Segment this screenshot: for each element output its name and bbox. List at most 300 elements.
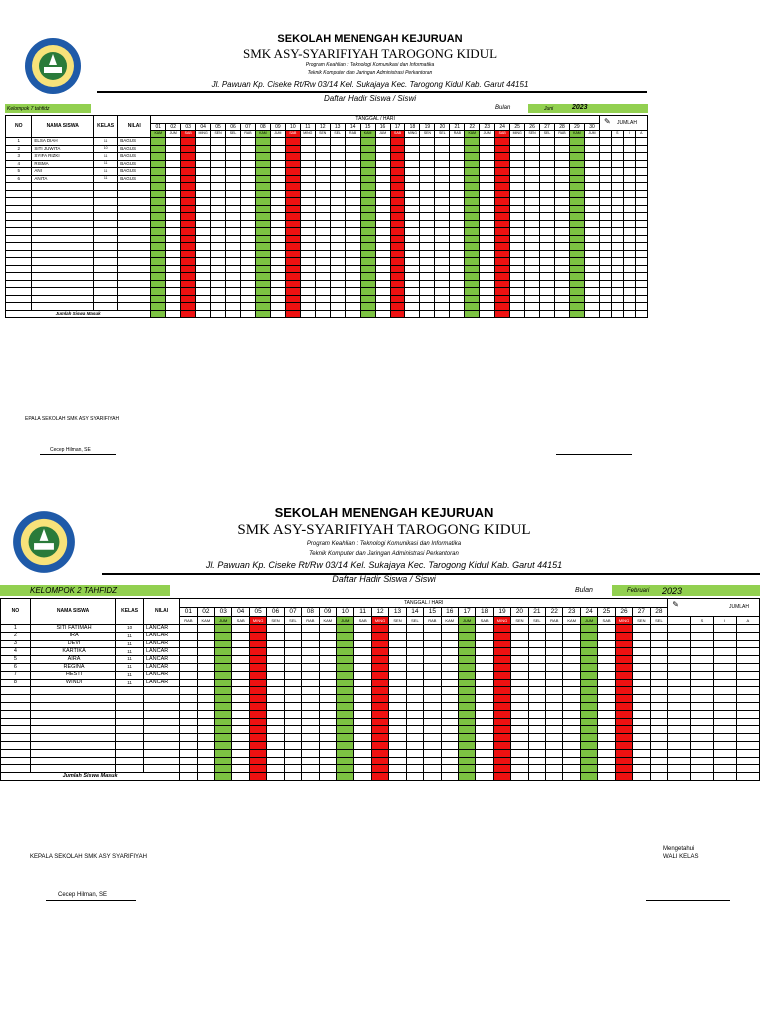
empty-cell [94,273,118,281]
attendance-cell [360,243,375,251]
attendance-cell [241,220,256,228]
attendance-cell [196,175,211,183]
attendance-cell [525,295,540,303]
total-cell [635,175,647,183]
attendance-cell [546,741,563,749]
attendance-cell [166,168,181,176]
table-row [1,671,760,679]
total-cell [635,153,647,161]
attendance-cell [226,145,241,153]
attendance-cell [166,258,181,266]
attendance-cell [584,228,599,236]
empty-cell [1,749,31,757]
attendance-cell [390,273,405,281]
total-cell [736,663,759,671]
attendance-cell [211,190,226,198]
attendance-cell [226,288,241,296]
attendance-cell [232,640,249,648]
attendance-cell [241,250,256,258]
day-number: 16 [375,124,390,131]
attendance-cell [371,679,388,687]
attendance-cell [493,710,510,718]
empty-cell [94,183,118,191]
attendance-cell [511,718,528,726]
attendance-cell [633,625,650,633]
attendance-cell [510,160,525,168]
table-row [1,757,760,765]
attendance-cell [598,702,615,710]
attendance-cell [166,288,181,296]
footer-cell [424,773,441,781]
attendance-cell [584,153,599,161]
attendance-cell [420,228,435,236]
attendance-cell [337,656,354,664]
attendance-cell [284,656,301,664]
attendance-cell [215,632,232,640]
attendance-cell [330,198,345,206]
attendance-cell [330,235,345,243]
attendance-cell [354,671,371,679]
attendance-cell [540,258,555,266]
attendance-cell [525,288,540,296]
attendance-cell [226,258,241,266]
attendance-cell [465,168,480,176]
attendance-cell [151,153,166,161]
attendance-cell [511,765,528,773]
attendance-cell [465,243,480,251]
attendance-cell [633,718,650,726]
attendance-cell [180,632,197,640]
attendance-cell [563,710,580,718]
attendance-cell [540,228,555,236]
table-row [1,718,760,726]
attendance-cell [650,734,668,742]
empty-cell [116,741,144,749]
attendance-cell [511,656,528,664]
attendance-cell [424,757,441,765]
empty-cell [30,749,115,757]
attendance-cell [315,220,330,228]
attendance-cell [458,757,475,765]
empty-cell [94,243,118,251]
day-number: 23 [480,124,495,131]
attendance-cell [528,632,545,640]
attendance-cell [345,213,360,221]
attendance-cell [420,265,435,273]
attendance-cell [300,235,315,243]
attendance-cell [211,303,226,311]
attendance-cell [345,183,360,191]
weekday: SAB [495,131,510,138]
attendance-cell [215,749,232,757]
total-cell [623,280,635,288]
day-number: 27 [540,124,555,131]
attendance-cell [302,679,319,687]
total-cell [611,228,623,236]
total-cell [736,757,759,765]
attendance-cell [151,280,166,288]
attendance-cell [540,160,555,168]
attendance-cell [569,243,584,251]
attendance-cell [337,726,354,734]
attendance-cell [420,175,435,183]
attendance-cell [267,632,284,640]
total-cell [623,145,635,153]
attendance-cell [226,175,241,183]
day-number: 01 [180,608,197,617]
attendance-cell [354,640,371,648]
student-name: ANITA [32,175,94,183]
weekday: KAM [360,131,375,138]
attendance-cell [151,190,166,198]
total-cell [713,687,736,695]
attendance-cell [476,625,493,633]
attendance-cell [633,726,650,734]
attendance-cell [476,710,493,718]
weekday: SEN [315,131,330,138]
attendance-cell [284,718,301,726]
attendance-cell [267,625,284,633]
attendance-cell [241,138,256,146]
header-dates: TANGGAL / HARI [151,116,600,124]
empty-cell [118,243,151,251]
total-cell [611,213,623,221]
day-number: 11 [300,124,315,131]
empty-cell [116,749,144,757]
attendance-cell [458,687,475,695]
attendance-cell [241,265,256,273]
attendance-cell [420,198,435,206]
footer-label: Jumlah Siswa Masuk [1,773,180,781]
total-cell [691,718,714,726]
attendance-cell [151,265,166,273]
attendance-cell [345,258,360,266]
student-grade: BAGUS [118,153,151,161]
attendance-cell [405,198,420,206]
pencil-icon: ✎ [604,117,611,126]
attendance-cell [563,749,580,757]
weekday: SEN [420,131,435,138]
empty-cell [143,718,179,726]
total-cell [713,663,736,671]
attendance-cell [267,687,284,695]
attendance-cell [255,205,270,213]
attendance-cell [315,235,330,243]
attendance-cell [650,671,668,679]
attendance-cell [420,205,435,213]
table-row [6,183,648,191]
empty-cell [94,205,118,213]
attendance-cell [598,734,615,742]
empty-cell [94,198,118,206]
attendance-cell [360,258,375,266]
total-cell [713,734,736,742]
school-logo [24,37,82,95]
total-cell [635,190,647,198]
attendance-cell [406,734,423,742]
attendance-cell [270,243,285,251]
attendance-cell [270,235,285,243]
attendance-cell [211,250,226,258]
total-cell [623,228,635,236]
attendance-cell [300,175,315,183]
attendance-cell [270,190,285,198]
day-number: 17 [390,124,405,131]
attendance-cell [285,220,300,228]
total-cell [600,213,612,221]
weekday: JUM [166,131,181,138]
footer-cell [151,310,166,318]
attendance-cell [181,250,196,258]
day-number: 02 [166,124,181,131]
attendance-cell [495,288,510,296]
attendance-cell [525,160,540,168]
attendance-cell [476,632,493,640]
attendance-cell [420,190,435,198]
attendance-cell [405,175,420,183]
attendance-cell [525,243,540,251]
attendance-cell [337,741,354,749]
total-cell [600,168,612,176]
total-cell [736,648,759,656]
total-cell [611,235,623,243]
footer-cell [284,773,301,781]
attendance-cell [389,632,406,640]
total-cell [736,749,759,757]
weekday: SAB [390,131,405,138]
empty-cell [118,265,151,273]
table-row [1,765,760,773]
total-cell [691,687,714,695]
attendance-cell [510,243,525,251]
attendance-cell [584,190,599,198]
attendance-cell [226,198,241,206]
attendance-cell [476,757,493,765]
total-cell [635,213,647,221]
attendance-cell [525,273,540,281]
attendance-cell [569,273,584,281]
total-cell [623,183,635,191]
attendance-cell [371,632,388,640]
attendance-cell [226,160,241,168]
day-number: 17 [458,608,475,617]
attendance-cell [435,303,450,311]
attendance-cell [493,663,510,671]
attendance-cell [267,726,284,734]
attendance-cell [249,640,266,648]
student-no: 5 [6,168,32,176]
attendance-cell [476,726,493,734]
attendance-cell [511,710,528,718]
attendance-cell [405,160,420,168]
attendance-cell [166,273,181,281]
footer-label: Jumlah Siswa Masuk [6,310,151,318]
attendance-cell [495,273,510,281]
attendance-cell [650,718,668,726]
attendance-cell [495,175,510,183]
header-name: NAMA SISWA [32,116,94,138]
attendance-cell [584,138,599,146]
weekday: MING [371,617,388,625]
total-cell [713,757,736,765]
footer-cell [668,773,691,781]
attendance-cell [345,205,360,213]
attendance-cell [226,213,241,221]
student-no: 3 [6,153,32,161]
attendance-cell [441,734,458,742]
attendance-cell [166,295,181,303]
attendance-cell [546,765,563,773]
month-value: Juni [544,106,554,112]
attendance-cell [360,138,375,146]
empty-cell [143,710,179,718]
attendance-cell [476,656,493,664]
empty-cell [32,250,94,258]
attendance-cell [424,632,441,640]
attendance-cell [435,168,450,176]
total-cell [623,198,635,206]
attendance-cell [241,213,256,221]
attendance-cell [284,749,301,757]
attendance-cell [495,258,510,266]
footer-cell [226,310,241,318]
attendance-cell [232,702,249,710]
attendance-cell [465,183,480,191]
student-no: 2 [1,632,31,640]
weekday: RAB [302,617,319,625]
total-cell [600,235,612,243]
attendance-cell [284,663,301,671]
total-cell [668,656,691,664]
attendance-cell [540,145,555,153]
day-number: 10 [285,124,300,131]
attendance-cell [528,741,545,749]
total-cell [623,295,635,303]
attendance-cell [215,741,232,749]
attendance-cell [406,765,423,773]
empty-cell [118,303,151,311]
attendance-cell [390,280,405,288]
attendance-cell [302,757,319,765]
attendance-cell [563,663,580,671]
total-cell [691,749,714,757]
attendance-cell [584,265,599,273]
student-name: DEVI [30,640,115,648]
attendance-cell [345,250,360,258]
total-cell [691,765,714,773]
teacher-label: WALI KELAS [663,854,699,860]
attendance-cell [151,250,166,258]
attendance-cell [226,168,241,176]
student-no: 3 [1,640,31,648]
attendance-cell [580,765,597,773]
table-row [1,695,760,703]
attendance-cell [458,726,475,734]
table-row [6,235,648,243]
total-cell [668,749,691,757]
attendance-cell [249,710,266,718]
attendance-cell [319,757,336,765]
total-cell [623,273,635,281]
attendance-cell [302,648,319,656]
empty-cell [6,198,32,206]
footer-cell [600,310,612,318]
attendance-cell [450,235,465,243]
student-no: 7 [1,671,31,679]
attendance-cell [360,153,375,161]
attendance-cell [598,687,615,695]
total-cell [668,726,691,734]
attendance-cell [166,145,181,153]
attendance-cell [180,749,197,757]
student-name: IRA [30,632,115,640]
attendance-cell [420,280,435,288]
student-name: REGINA [30,663,115,671]
attendance-cell [511,648,528,656]
attendance-cell [180,640,197,648]
empty-cell [6,258,32,266]
attendance-cell [495,280,510,288]
attendance-cell [166,175,181,183]
attendance-cell [405,228,420,236]
attendance-cell [232,679,249,687]
header-rule [97,91,647,93]
attendance-cell [555,243,570,251]
attendance-cell [284,765,301,773]
attendance-cell [525,220,540,228]
attendance-cell [405,295,420,303]
total-cell [611,220,623,228]
table-row [1,710,760,718]
total-cell [623,153,635,161]
attendance-cell [546,734,563,742]
attendance-cell [315,175,330,183]
weekday: JUM [270,131,285,138]
attendance-cell [476,749,493,757]
attendance-cell [166,190,181,198]
total-cell [668,757,691,765]
attendance-cell [232,648,249,656]
attendance-cell [180,687,197,695]
attendance-cell [555,160,570,168]
attendance-cell [375,190,390,198]
attendance-cell [540,295,555,303]
attendance-cell [525,228,540,236]
table-row [1,648,760,656]
attendance-cell [390,228,405,236]
attendance-cell [315,213,330,221]
attendance-cell [465,280,480,288]
attendance-cell [555,213,570,221]
attendance-cell [406,687,423,695]
attendance-cell [270,265,285,273]
attendance-cell [406,718,423,726]
empty-cell [143,757,179,765]
attendance-cell [270,303,285,311]
weekday: KAM [441,617,458,625]
attendance-cell [300,273,315,281]
attendance-cell [360,198,375,206]
empty-cell [6,205,32,213]
total-cell [668,734,691,742]
attendance-cell [480,295,495,303]
attendance-cell [406,632,423,640]
attendance-cell [211,213,226,221]
attendance-cell [319,632,336,640]
attendance-cell [476,679,493,687]
teacher-known-label: Mengetahui [663,846,695,852]
attendance-cell [211,198,226,206]
